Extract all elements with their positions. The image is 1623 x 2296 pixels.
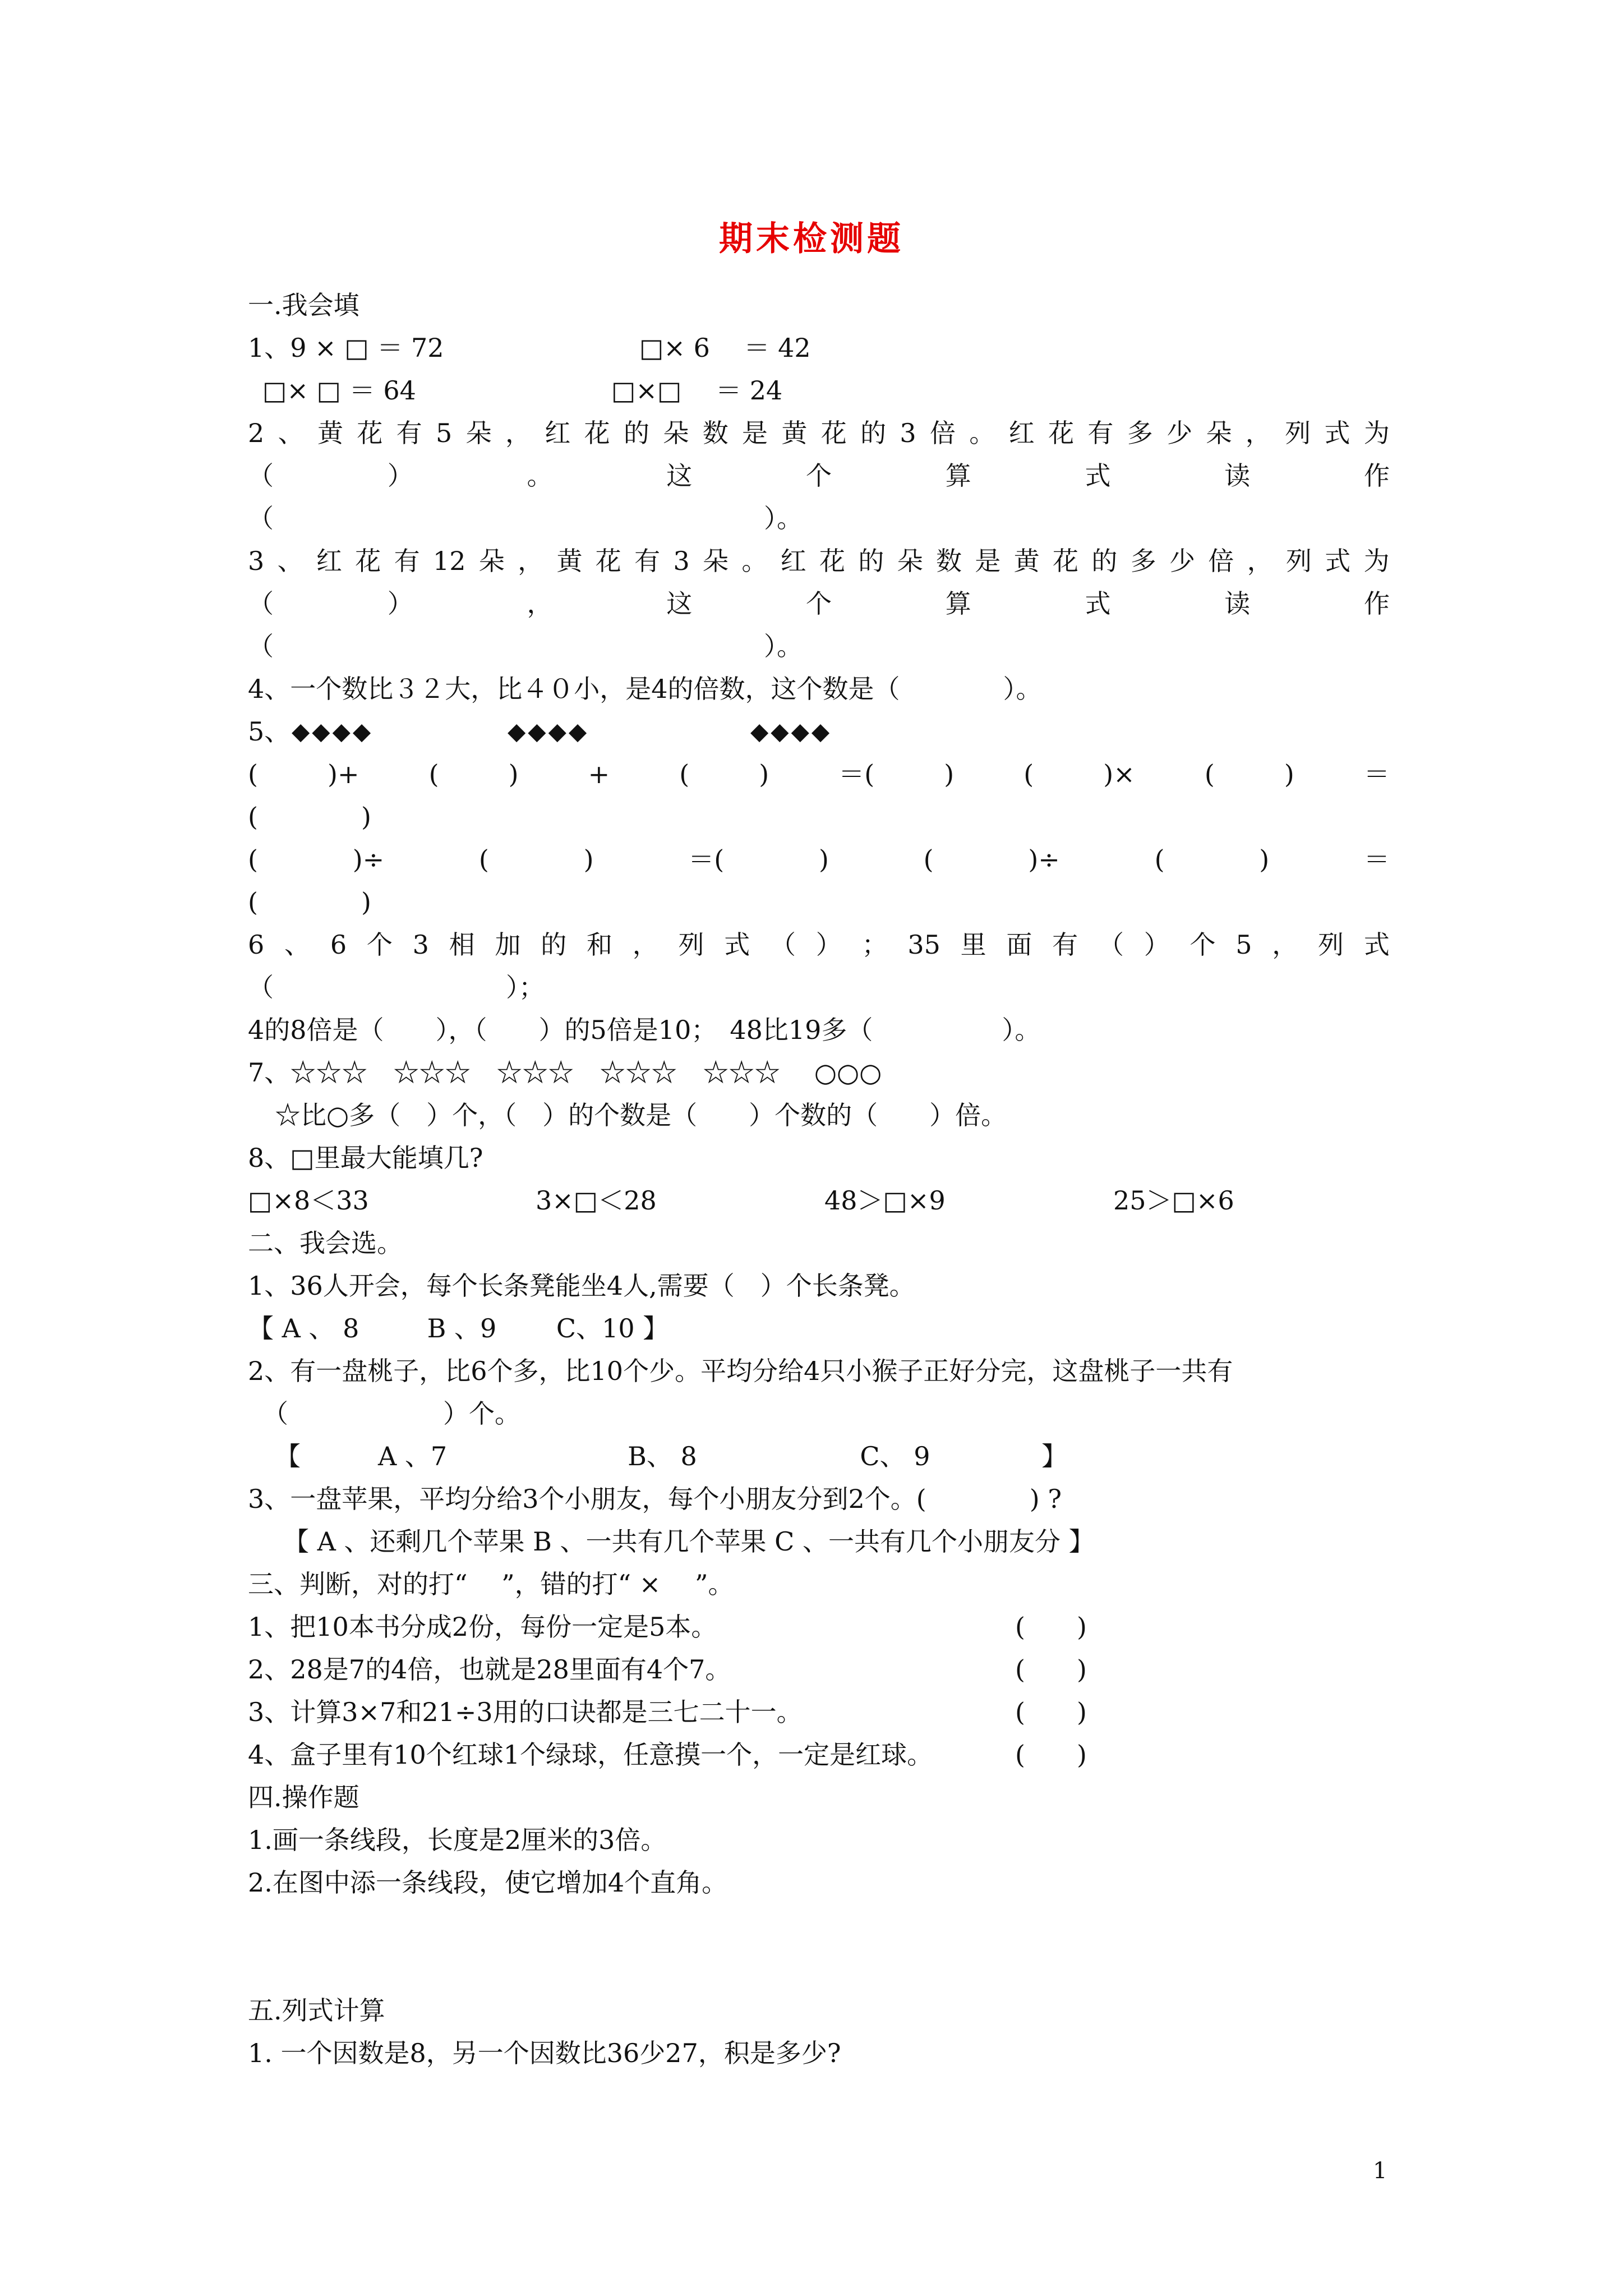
section4-heading: 四.操作题 — [248, 1782, 359, 1812]
text-token: 算 — [945, 461, 971, 491]
q1-equation-d: □×□ ＝ 24 — [611, 375, 783, 406]
text-token: ( — [248, 844, 258, 875]
text-token: 个 — [806, 461, 832, 491]
text-token: 。 — [969, 418, 995, 448]
text-token: 多 — [1127, 418, 1153, 448]
text-token: 的 — [541, 930, 567, 960]
text-token: 少 — [1166, 418, 1193, 448]
text-token: ， — [527, 588, 553, 619]
text-token: 、 — [277, 546, 303, 576]
text-token: ( — [1204, 759, 1215, 789]
text-token: ) — [583, 844, 594, 875]
text-token: 花 — [1053, 546, 1078, 576]
text-token: 作 — [1364, 461, 1390, 491]
text-token: ） — [1144, 930, 1170, 960]
text-token: ＝( — [838, 759, 875, 789]
text-token: 倍 — [1208, 546, 1234, 576]
text-token: 3 — [412, 930, 429, 960]
text-token: ＝ — [1363, 844, 1390, 875]
text-token: ( — [923, 844, 934, 875]
text-token: 个 — [366, 930, 393, 960]
text-token: 5 — [1235, 930, 1252, 960]
q3-line1 — [248, 544, 1390, 578]
text-token: 式 — [1363, 930, 1390, 960]
section5-heading: 五.列式计算 — [248, 1995, 385, 2026]
s3-answer-bracket-4: ( ) — [1015, 1740, 1087, 1770]
q5-diamond-group-2: ◆◆◆◆ — [508, 717, 589, 745]
text-token: 6 — [248, 930, 265, 960]
s2-q1-options: 【 A 、 8 B 、9 C、10 】 — [248, 1313, 669, 1343]
text-token: 式 — [1324, 418, 1350, 448]
text-token: ） — [387, 588, 413, 619]
text-token: 黄 — [781, 418, 808, 448]
text-token: 为 — [1363, 418, 1390, 448]
q2-line1 — [248, 416, 1390, 450]
text-token: 读 — [1224, 588, 1251, 619]
q3-line3: （ ）。 — [248, 631, 803, 661]
s3-item-4: 4、盒子里有10个红球1个绿球，任意摸一个，一定是红球。 — [248, 1740, 933, 1770]
q8-item-3: 48＞□×9 — [824, 1185, 946, 1216]
text-token: 是 — [975, 546, 1001, 576]
section3-heading: 三、判断，对的打“ ”，错的打“ × ”。 — [248, 1569, 734, 1599]
text-token: ， — [505, 418, 531, 448]
q6-line1 — [248, 928, 1390, 961]
text-token: )+ — [328, 759, 359, 789]
text-token: 花 — [357, 418, 383, 448]
text-token: ( — [1023, 759, 1034, 789]
q8-heading: 8、□里最大能填几? — [248, 1143, 483, 1173]
text-token: 3 — [673, 546, 690, 576]
text-token: 。 — [741, 546, 768, 576]
page-number: 1 — [1373, 2158, 1387, 2184]
text-token: 35 — [907, 930, 940, 960]
text-token: 算 — [945, 588, 971, 619]
s4-q1: 1.画一条线段，长度是2厘米的3倍。 — [248, 1825, 667, 1855]
text-token: ) — [1284, 759, 1294, 789]
s3-answer-bracket-2: ( ) — [1015, 1654, 1087, 1685]
text-token: ， — [1245, 418, 1271, 448]
text-token: 朵 — [478, 546, 505, 576]
text-token: ） — [815, 930, 842, 960]
text-token: 式 — [1085, 461, 1111, 491]
s4-q2: 2.在图中添一条线段，使它增加4个直角。 — [248, 1867, 728, 1898]
text-token: ( — [1154, 844, 1165, 875]
text-token: ， — [632, 930, 658, 960]
text-token: ) — [759, 759, 769, 789]
text-token: 朵 — [897, 546, 923, 576]
text-token: （ — [248, 588, 274, 619]
text-token: 个 — [1189, 930, 1216, 960]
text-token: （ — [248, 461, 274, 491]
section1-heading: 一.我会填 — [248, 290, 359, 320]
text-token: ( — [428, 759, 439, 789]
q5-diamond-group-1: ◆◆◆◆ — [292, 717, 374, 745]
q2-line3: （ ）。 — [248, 503, 803, 533]
text-token: 有 — [1087, 418, 1114, 448]
text-token: 花 — [584, 418, 610, 448]
text-token: ( — [248, 759, 258, 789]
text-token: 12 — [432, 546, 466, 576]
text-token: （ — [770, 930, 796, 960]
text-token: ( — [478, 844, 489, 875]
text-token: 3 — [900, 418, 916, 448]
text-token: ， — [1272, 930, 1298, 960]
text-token: 多 — [1130, 546, 1156, 576]
text-token: 红 — [1008, 418, 1035, 448]
s3-answer-bracket-1: ( ) — [1015, 1612, 1087, 1642]
s5-q1: 1. 一个因数是8，另一个因数比36少27，积是多少? — [248, 2038, 841, 2068]
text-token: 列 — [1318, 930, 1344, 960]
text-token: 数 — [936, 546, 962, 576]
text-token: 面 — [1006, 930, 1032, 960]
text-token: 有 — [394, 546, 420, 576]
text-token: 有 — [1052, 930, 1078, 960]
text-token: 花 — [820, 418, 847, 448]
text-token: 2 — [248, 418, 265, 448]
text-token: 黄 — [556, 546, 583, 576]
text-token: ＝ — [1363, 759, 1390, 789]
q2-line2 — [248, 459, 1390, 493]
s3-item-3: 3、计算3×7和21÷3用的口诀都是三七二十一。 — [248, 1697, 803, 1727]
text-token: )÷ — [1028, 844, 1060, 875]
q7-text: ☆比○多（ ）个，（ ）的个数是（ ）个数的（ ）倍。 — [275, 1100, 1007, 1130]
text-token: ) — [944, 759, 955, 789]
text-token: 相 — [449, 930, 475, 960]
text-token: 、 — [278, 418, 304, 448]
text-token: 红 — [545, 418, 571, 448]
text-token: 倍 — [930, 418, 956, 448]
text-token: ＝( — [688, 844, 725, 875]
text-token: 花 — [1048, 418, 1075, 448]
text-token: 个 — [806, 588, 832, 619]
q3-line2 — [248, 587, 1390, 620]
text-token: 有 — [396, 418, 422, 448]
text-token: 红 — [780, 546, 806, 576]
text-token: 3 — [248, 546, 265, 576]
text-token: 这 — [666, 588, 693, 619]
text-token: 、 — [284, 930, 311, 960]
q1-equation-b: □× 6 ＝ 42 — [639, 333, 811, 363]
q4-text: 4、一个数比３２大，比４０小，是4的倍数，这个数是（ ）。 — [248, 674, 1042, 704]
s2-q2-options: 【 A 、7 B、 8 C、 9 】 — [275, 1441, 1068, 1471]
s3-item-1: 1、把10本书分成2份，每份一定是5本。 — [248, 1612, 717, 1642]
text-token: 这 — [666, 461, 693, 491]
text-token: ； — [861, 930, 888, 960]
text-token: 列 — [1285, 546, 1312, 576]
text-token: 的 — [858, 546, 884, 576]
s2-q3: 3、一盘苹果，平均分给3个小朋友，每个小朋友分到2个。( ) ? — [248, 1484, 1062, 1514]
s3-answer-bracket-3: ( ) — [1015, 1697, 1087, 1727]
q7-shapes: 7、☆☆☆ ☆☆☆ ☆☆☆ ☆☆☆ ☆☆☆ ○○○ — [248, 1057, 882, 1088]
text-token: 里 — [960, 930, 986, 960]
text-token: 作 — [1364, 588, 1390, 619]
text-token: 的 — [860, 418, 887, 448]
q6-line2: （ ）； — [248, 972, 545, 1002]
text-token: 花 — [595, 546, 621, 576]
text-token: 式 — [724, 930, 750, 960]
q8-item-1: □×8＜33 — [248, 1185, 369, 1216]
text-token: ) — [1259, 844, 1270, 875]
page-title: 期末检测题 — [719, 219, 904, 259]
text-token: 列 — [1285, 418, 1311, 448]
text-token: ， — [1247, 546, 1273, 576]
q8-item-2: 3×□＜28 — [536, 1185, 657, 1216]
text-token: 朵 — [465, 418, 492, 448]
q5-label: 5、 — [248, 716, 291, 747]
q5-line1 — [248, 757, 1390, 791]
text-token: ) — [508, 759, 519, 789]
text-token: 6 — [330, 930, 347, 960]
q1-equation-a: 1、9 × □ ＝ 72 — [248, 333, 444, 363]
s2-q2-line2: （ ）个。 — [262, 1398, 520, 1429]
s2-q2-line1: 2、有一盘桃子，比6个多，比10个少。平均分给4只小猴子正好分完，这盘桃子一共有 — [248, 1356, 1233, 1386]
q5-line4: ( ) — [248, 887, 371, 917]
text-token: 花 — [355, 546, 381, 576]
text-token: 朵 — [703, 546, 729, 576]
text-token: （ — [1098, 930, 1124, 960]
text-token: 读 — [1224, 461, 1251, 491]
text-token: ） — [387, 461, 413, 491]
text-token: 和 — [586, 930, 612, 960]
text-token: 的 — [624, 418, 649, 448]
text-token: 朵 — [663, 418, 689, 448]
s2-q3-options: 【 A 、还剩几个苹果 B 、一共有几个苹果 C 、一共有几个小朋友分 】 — [283, 1526, 1095, 1557]
q5-line2: ( ) — [248, 802, 371, 832]
text-token: 黄 — [317, 418, 343, 448]
text-token: 红 — [316, 546, 342, 576]
text-token: 数 — [702, 418, 728, 448]
text-token: 朵 — [1206, 418, 1232, 448]
text-token: 为 — [1363, 546, 1390, 576]
text-token: )× — [1103, 759, 1135, 789]
text-token: 的 — [1091, 546, 1118, 576]
s3-item-2: 2、28是7的4倍，也就是28里面有4个7。 — [248, 1654, 731, 1685]
q5-line3 — [248, 843, 1390, 876]
text-token: 。 — [527, 461, 553, 491]
text-token: 少 — [1169, 546, 1195, 576]
text-token: ， — [518, 546, 544, 576]
q1-equation-c: □× □ ＝ 64 — [262, 375, 416, 406]
text-token: )÷ — [352, 844, 385, 875]
text-token: 加 — [495, 930, 521, 960]
text-token: + — [588, 759, 610, 789]
text-token: 5 — [436, 418, 453, 448]
text-token: 是 — [742, 418, 768, 448]
text-token: 有 — [634, 546, 661, 576]
text-token: 列 — [678, 930, 704, 960]
q8-item-4: 25＞□×6 — [1113, 1185, 1234, 1216]
s2-q1: 1、36人开会，每个长条凳能坐4人,需要（ ）个长条凳。 — [248, 1271, 915, 1301]
text-token: 式 — [1325, 546, 1351, 576]
text-token: 花 — [819, 546, 846, 576]
text-token: ) — [818, 844, 829, 875]
q5-diamond-group-3: ◆◆◆◆ — [750, 717, 832, 745]
text-token: 式 — [1085, 588, 1111, 619]
text-token: ( — [679, 759, 690, 789]
q6-line3: 4的8倍是（ ），（ ）的5倍是10； 48比19多（ ）。 — [248, 1015, 1041, 1045]
section2-heading: 二、我会选。 — [248, 1228, 403, 1258]
text-token: 黄 — [1013, 546, 1040, 576]
